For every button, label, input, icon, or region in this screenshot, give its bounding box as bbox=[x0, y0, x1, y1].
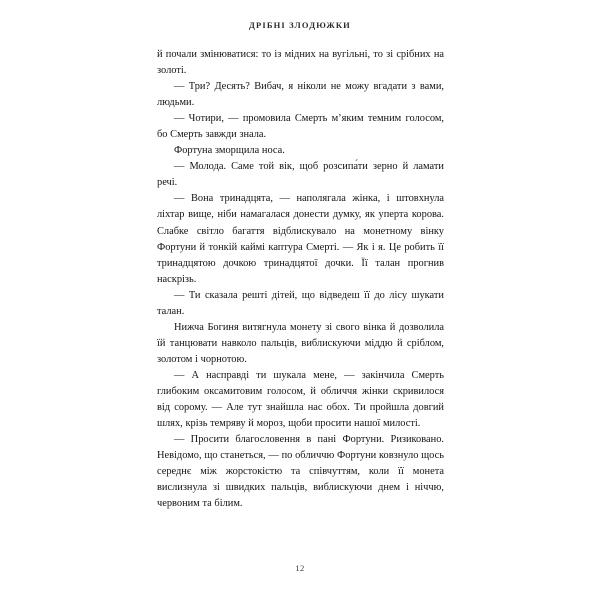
paragraph: Нижча Богиня витягнула монету зі свого вінка й дозволила їй танцювати навколо пальців, виблискуючи міддю й сріблом, золотом і чорнотою. bbox=[157, 321, 444, 365]
paragraph: — Три? Десять? Вибач, я ніколи не можу вгадати з вами, людьми. bbox=[157, 81, 444, 109]
body-text-block bbox=[157, 47, 444, 512]
paragraph: — Чотири, — промовила Смерть м’яким темним голосом, бо Смерть завжди знала. bbox=[157, 113, 444, 141]
running-header: ДРІБНІ ЗЛОДЮЖКИ bbox=[249, 20, 351, 30]
paragraph: — А насправді ти шукала мене, — закінчила Смерть глибоким оксамитовим голосом, й обличчя жінки скривилося від сорому. — Але тут знайшла нас обох. Ти пройшла довгий шлях, крізь темряву й мороз, щоби просити нашої милості. bbox=[157, 369, 444, 430]
paragraph: й почали змінюватися: то із мідних на вугільні, то зі срібних на золоті. bbox=[157, 49, 444, 77]
paragraph: — Молода. Саме той вік, щоб розсипа́ти зерно й ламати речі. bbox=[157, 161, 444, 189]
page-number: 12 bbox=[295, 563, 305, 573]
paragraph: — Ти сказала решті дітей, що відведеш її до лісу шукати талан. bbox=[157, 289, 444, 317]
paragraph: — Вона тринадцята, — наполягала жінка, і штовхнула ліхтар вище, ніби намагалася донести думку, як уперта корова. Слабке світло багаття відблискувало на монетному вінку Фортуни й тонкій каймі каптура Смерті. — Як і я. Це робить її тринадцятою дочкою тринадцятої дочки. Її талан прогнив наскрізь. bbox=[157, 193, 444, 285]
paragraph: — Просити благословення в пані Фортуни. Ризиковано. Невідомо, що станеться, — по обличчю Фортуни ковзнуло щось середнє між жорстокістю та співчуттям, коли її монета вислизнула зі швидких пальців, виблискуючи днем і ніччю, червоним та білим. bbox=[157, 434, 444, 510]
paragraph: Фортуна зморщила носа. bbox=[174, 145, 285, 157]
